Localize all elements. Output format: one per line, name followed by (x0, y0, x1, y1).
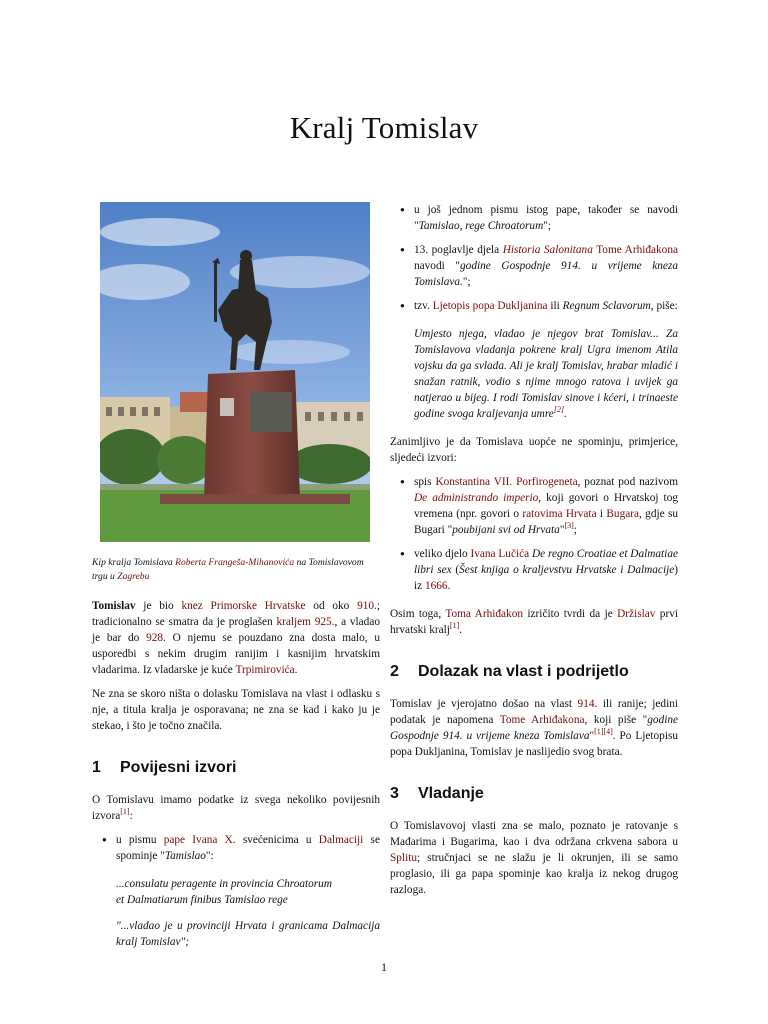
link-914[interactable]: 914 (577, 698, 595, 710)
link-ratovi-hrvata[interactable]: ratovima Hrvata (522, 508, 597, 520)
intro-paragraph-2: Ne zna se skoro ništa o dolasku Tomislava na vlast i odlasku s nje, a titula kralja je osporavana; ne zna se kad i kako ju je stekao, i što je točno značila. (92, 688, 380, 732)
link-toma-arhidakon[interactable]: Tome Arhiđakona (596, 244, 678, 256)
list-item: ● spis Konstantina VII. Porfirogeneta, poznat pod nazivom De administrando imperio, koji govori o Hrvatskoj tog vremena (npr. govori o ratovima Hrvata i Bugara, gdje su Bugari "poubijani svi od Hrvata"[3]; (414, 474, 678, 538)
translation-quote: "...vladao je u provinciji Hrvata i granicama Dalmacija kralj Tomislav"; (116, 920, 380, 948)
link-sculptor[interactable]: Roberta Frangeša-Mihanovića (175, 557, 295, 568)
origin-paragraph: Tomislav je vjerojatno došao na vlast 914. ili ranije; jedini podatak je napomena Tome Arhiđakona, koji piše "godine Gospodnje 914. u vrijeme kneza Tomislava"[1][4]. Po Ljetopisu popa Dukljanina, Tomislav je naslijedio svog brata. (390, 698, 679, 758)
link-konstantin[interactable]: Konstantina VII. Porfirogeneta (435, 476, 578, 488)
sources-list (92, 832, 380, 950)
section-heading-1: 1 Povijesni izvori (92, 759, 237, 776)
link-trpimirovici[interactable]: Trpimirovića (235, 664, 295, 676)
right-column (390, 202, 678, 906)
link-zagreb[interactable]: Zagrebu (117, 571, 150, 582)
link-dai[interactable]: De administrando imperio (414, 492, 539, 504)
ref-2[interactable]: [2] (553, 405, 565, 415)
latin-quote: ...consulatu peragente in provincia Chroatorum et Dalmatiarum finibus Tamislao rege (116, 878, 332, 906)
ref-1[interactable]: [1] (120, 807, 130, 817)
list-item: ● u još jednom pismu istog pape, također se navodi "Tamislao, rege Chroatorum"; (414, 202, 678, 234)
sources-list-continued (390, 202, 678, 422)
ref-1b[interactable]: [1] (449, 621, 460, 631)
link-knez[interactable]: knez Primorske Hrvatske (181, 600, 306, 612)
ref-1-4[interactable]: [1][4] (594, 727, 613, 737)
subject-name: Tomislav (92, 600, 136, 612)
section-heading-3: 3 Vladanje (390, 785, 484, 802)
caption-text: Kip kralja Tomislava (92, 557, 176, 568)
link-dalmacija[interactable]: Dalmaciji (318, 834, 364, 846)
link-910[interactable]: 910. (357, 600, 377, 612)
osim-paragraph: Osim toga, Toma Arhiđakon izričito tvrdi da je Držislav prvi hrvatski kralj[1]. (390, 608, 678, 636)
left-column (92, 202, 380, 962)
caption-text: na Tomislavovom trgu u (92, 557, 364, 582)
list-item: ● tzv. Ljetopis popa Dukljanina ili Regnum Sclavorum, piše: Umjesto njega, vladao je njegov brat Tomislav... Za Tomislavova vladanja pokrene kralj Ugra imenom Atila vojsku da ga svlada. Ali je kralj Tomislav, hrabar mladić i snažan ratnik, vodio s njime mnogo ratova i uvijek ga natjerao u bijeg. I rodi Tomislav sinove i kćeri, i trinaeste godine svoga kraljevanja umre[2]. (414, 298, 678, 422)
link-drzislav[interactable]: Držislav (617, 608, 656, 620)
sources-paragraph: O Tomislavu imamo podatke iz svega nekoliko povijesnih izvora[1]: (92, 794, 380, 822)
not-mentioned-list (390, 474, 678, 594)
link-toma-arhidakon-2[interactable]: Toma Arhiđakon (445, 608, 523, 620)
ref-3[interactable]: [3] (564, 521, 574, 531)
list-item: ● 13. poglavlje djela Historia Salonitana Tome Arhiđakona navodi "godine Gospodnje 914. u vrijeme kneza Tomislava."; (414, 242, 678, 290)
link-split[interactable]: Splitu (390, 852, 417, 864)
section-heading-2: 2 Dolazak na vlast i podrijetlo (390, 663, 629, 680)
page-title: Kralj Tomislav (289, 110, 479, 145)
list-item: ● u pismu pape Ivana X. svećenicima u Dalmaciji se spominje "Tamislao": ...consulatu peragente in provincia Chroatorum et Dalmatiarum finibus Tamislao rege "...vladao je u provinciji Hrvata i granicama Dalmacija kralj Tomislav"; (116, 832, 380, 950)
intro-paragraph: Tomislav je bio knez Primorske Hrvatske od oko 910.; tradicionalno se smatra da je proglašen kraljem 925., a vladao je bar do 928. O njemu se pouzdano zna dosta malo, u usporedbi s nekim drugim ranijim i kasnijim hrvatskim vladarima. Iz vladarske je kuće Trpimirovića. (92, 600, 381, 676)
statue-illustration (100, 202, 370, 542)
link-ljetopis[interactable]: Ljetopis popa Dukljanina (432, 300, 548, 312)
list-item: ● veliko djelo Ivana Lučića De regno Croatiae et Dalmatiae libri sex (Šest knjiga o kraljevstvu Hrvatske i Dalmacije) iz 1666. (414, 546, 678, 594)
link-ivan-lucic[interactable]: Ivana Lučića (470, 548, 530, 560)
link-928[interactable]: 928 (146, 632, 164, 644)
link-toma-arhidakon-3[interactable]: Tome Arhiđakona (499, 714, 585, 726)
link-kralj-925[interactable]: kraljem 925. (276, 616, 335, 628)
statue-photo (100, 202, 370, 542)
link-pope-john[interactable]: pape Ivana X (163, 834, 233, 846)
note-paragraph: Zanimljivo je da Tomislava uopće ne spominju, primjerice, sljedeći izvori: (390, 436, 678, 464)
link-historia-salonitana[interactable]: Historia Salonitana (502, 244, 593, 256)
link-bugari[interactable]: Bugara (606, 508, 640, 520)
reign-paragraph: O Tomislavovoj vlasti zna se malo, poznato je ratovanje s Mađarima i Bugarima, kao i dva održana crkvena sabora u Splitu; stručnjaci se ne slažu je li okrunjen, ili se samo proglasio, ili ga papa spominje kao kralja iz nekog drugog razloga. (390, 820, 678, 896)
dukljanin-quote: Umjesto njega, vladao je njegov brat Tomislav... Za Tomislavova vladanja pokrene kralj Ugra imenom Atila vojsku da ga svlada. Ali je kralj Tomislav, hrabar mladić i snažan ratnik, vodio s njime mnogo ratova i uvijek ga natjerao u bijeg. I rodi Tomislav sinove i kćeri, i trinaeste godine svoga kraljevanja umre[2]. (414, 328, 678, 420)
link-1666[interactable]: 1666 (424, 580, 448, 592)
page-number: 1 (381, 960, 387, 974)
figure-caption (92, 556, 380, 584)
